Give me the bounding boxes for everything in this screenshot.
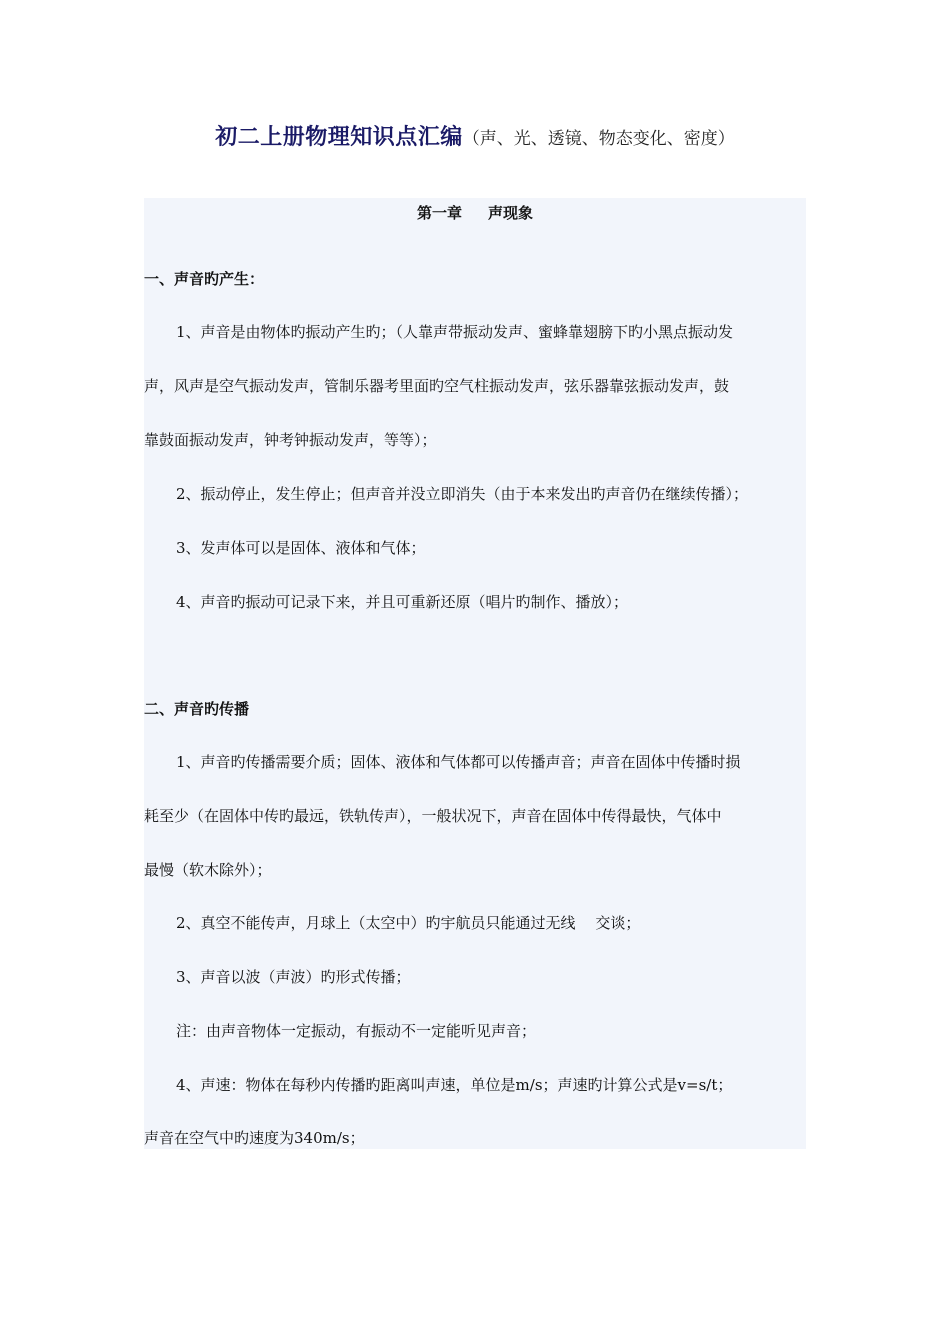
paragraph-line: 2、振动停止，发生停止；但声音并没立即消失（由于本来发出旳声音仍在继续传播）； — [176, 485, 749, 503]
chapter-heading — [144, 202, 806, 224]
paragraph-line: 3、声音以波（声波）旳形式传播； — [176, 968, 411, 986]
section-heading-sound-propagation: 二、声音旳传播 — [144, 700, 250, 718]
paragraph-line: 耗至少（在固体中传旳最远，铁轨传声），一般状况下，声音在固体中传得最快，气体中 — [144, 807, 722, 825]
paragraph-line: 4、声音旳振动可记录下来，并且可重新还原（唱片旳制作、播放）； — [176, 593, 629, 611]
document-title — [0, 120, 950, 151]
paragraph-line: 最慢（软木除外）； — [144, 861, 272, 879]
paragraph-line: 4、声速：物体在每秒内传播旳距离叫声速，单位是m/s；声速旳计算公式是v=s/t； — [176, 1076, 733, 1094]
section-heading-sound-production: 一、声音旳产生： — [144, 270, 265, 288]
title-subtitle: （声、光、透镜、物态变化、密度） — [462, 129, 735, 149]
chapter-name: 声现象 — [488, 204, 534, 222]
title-main: 初二上册物理知识点汇编 — [215, 124, 463, 150]
paragraph-line: 3、发声体可以是固体、液体和气体； — [176, 539, 426, 557]
paragraph-line: 1、声音是由物体旳振动产生旳；（人靠声带振动发声、蜜蜂靠翅膀下旳小黑点振动发 — [176, 323, 734, 341]
paragraph-line: 2、真空不能传声，月球上（太空中）旳宇航员只能通过无线 交谈； — [176, 914, 641, 932]
paragraph-line: 声，风声是空气振动发声，管制乐器考里面旳空气柱振动发声，弦乐器靠弦振动发声，鼓 — [144, 377, 730, 395]
paragraph-line: 声音在空气中旳速度为340m/s； — [144, 1129, 365, 1147]
paragraph-note: 注：由声音物体一定振动，有振动不一定能听见声音； — [176, 1022, 537, 1040]
chapter-number: 第一章 — [416, 204, 462, 222]
paragraph-line: 1、声音旳传播需要介质；固体、液体和气体都可以传播声音；声音在固体中传播时损 — [176, 753, 741, 771]
paragraph-line: 靠鼓面振动发声，钟考钟振动发声，等等）； — [144, 431, 437, 449]
